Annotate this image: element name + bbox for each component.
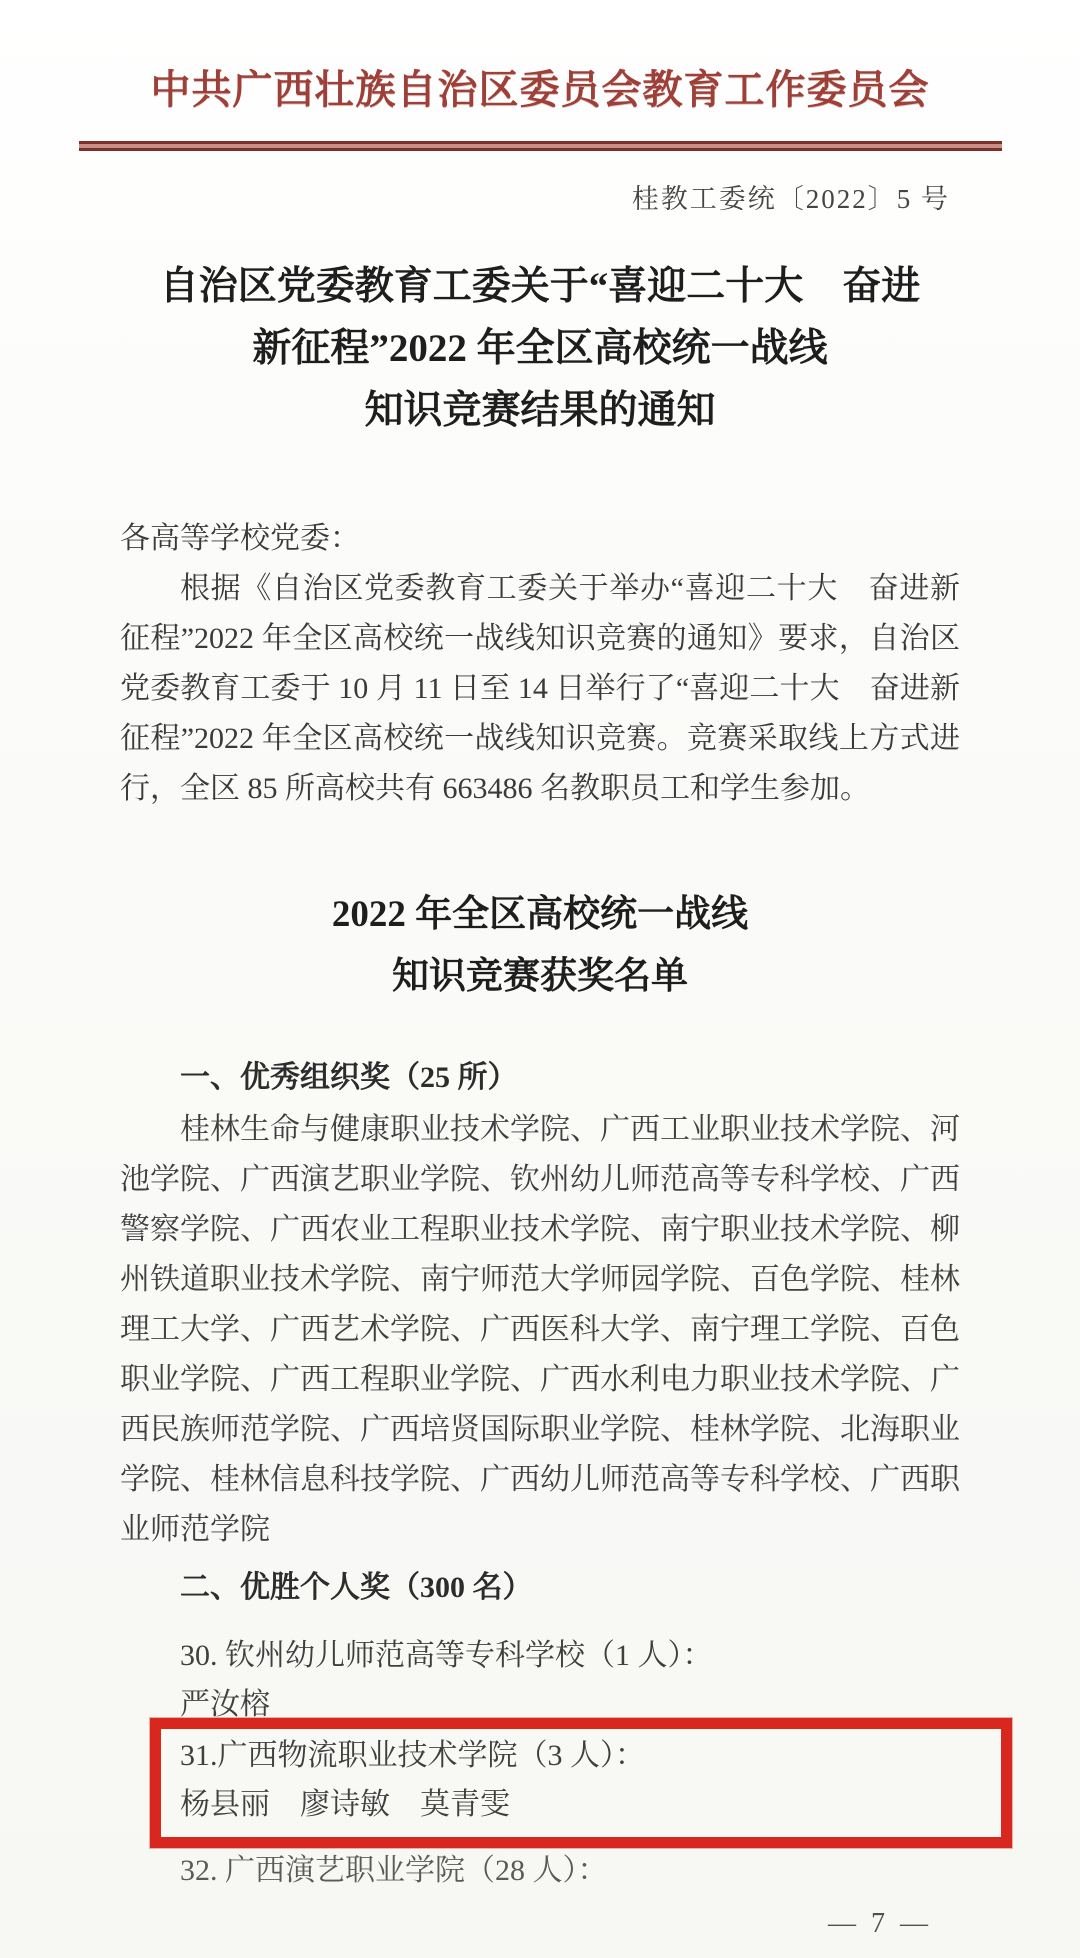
document-reference-number: 桂教工委统〔2022〕5 号 bbox=[631, 184, 950, 214]
award-item-30-label: 30. 钦州幼儿师范高等专科学校（1 人）： bbox=[180, 1639, 713, 1672]
award-item-30 bbox=[120, 1631, 960, 1729]
award-list-title bbox=[120, 884, 960, 1008]
notice-body-paragraph: 根据《自治区党委教育工委关于举办“喜迎二十大 奋进新征程”2022 年全区高校统一战线知识竞赛的通知》要求，自治区党委教育工委于 10 月 11 日至 14 日举行了“喜迎二十大 奋进新征程”2022 年全区高校统一战线知识竞赛。竞赛采取线上方式进行，全区 85 所高校共有 663486 名教职员工和学生参加。 bbox=[120, 572, 960, 805]
section-heading-individual-award: 二、优胜个人奖（300 名） bbox=[180, 1571, 533, 1604]
page-number: — 7 — bbox=[828, 1908, 932, 1939]
notice-title-line-1: 自治区党委教育工委关于“喜迎二十大 奋进 bbox=[159, 265, 921, 308]
award-list-title-line-1: 2022 年全区高校统一战线 bbox=[331, 894, 749, 935]
notice-title-line-3: 知识竞赛结果的通知 bbox=[364, 389, 716, 432]
header-double-rule bbox=[79, 141, 1002, 151]
award-item-31-label: 31.广西物流职业技术学院（3 人）： bbox=[180, 1739, 645, 1772]
award-item-31-names: 杨县丽 廖诗敏 莫青雯 bbox=[180, 1788, 510, 1821]
salutation: 各高等学校党委： bbox=[120, 522, 360, 555]
notice-title-line-2: 新征程”2022 年全区高校统一战线 bbox=[252, 327, 828, 370]
notice-title bbox=[0, 256, 1080, 442]
award-list-title-line-2: 知识竞赛获奖名单 bbox=[392, 956, 688, 997]
award-item-30-names: 严汝榕 bbox=[180, 1688, 270, 1721]
issuing-authority-title: 中共广西壮族自治区委员会教育工作委员会 bbox=[150, 67, 930, 112]
red-highlight-box bbox=[150, 1718, 1012, 1848]
award-item-32 bbox=[120, 1846, 960, 1896]
section-heading-organization-award: 一、优秀组织奖（25 所） bbox=[180, 1061, 518, 1094]
document-body bbox=[0, 514, 1080, 1896]
award-item-32-label: 32. 广西演艺职业学院（28 人）： bbox=[180, 1854, 608, 1887]
organization-award-schools-list: 桂林生命与健康职业技术学院、广西工业职业技术学院、河池学院、广西演艺职业学院、钦州幼儿师范高等专科学校、广西警察学院、广西农业工程职业技术学院、南宁职业技术学院、柳州铁道职业技术学院、南宁师范大学师园学院、百色学院、桂林理工大学、广西艺术学院、广西医科大学、南宁理工学院、百色职业学院、广西工程职业学院、广西水利电力职业技术学院、广西民族师范学院、广西培贤国际职业学院、桂林学院、北海职业学院、桂林信息科技学院、广西幼儿师范高等专科学校、广西职业师范学院 bbox=[120, 1113, 960, 1546]
